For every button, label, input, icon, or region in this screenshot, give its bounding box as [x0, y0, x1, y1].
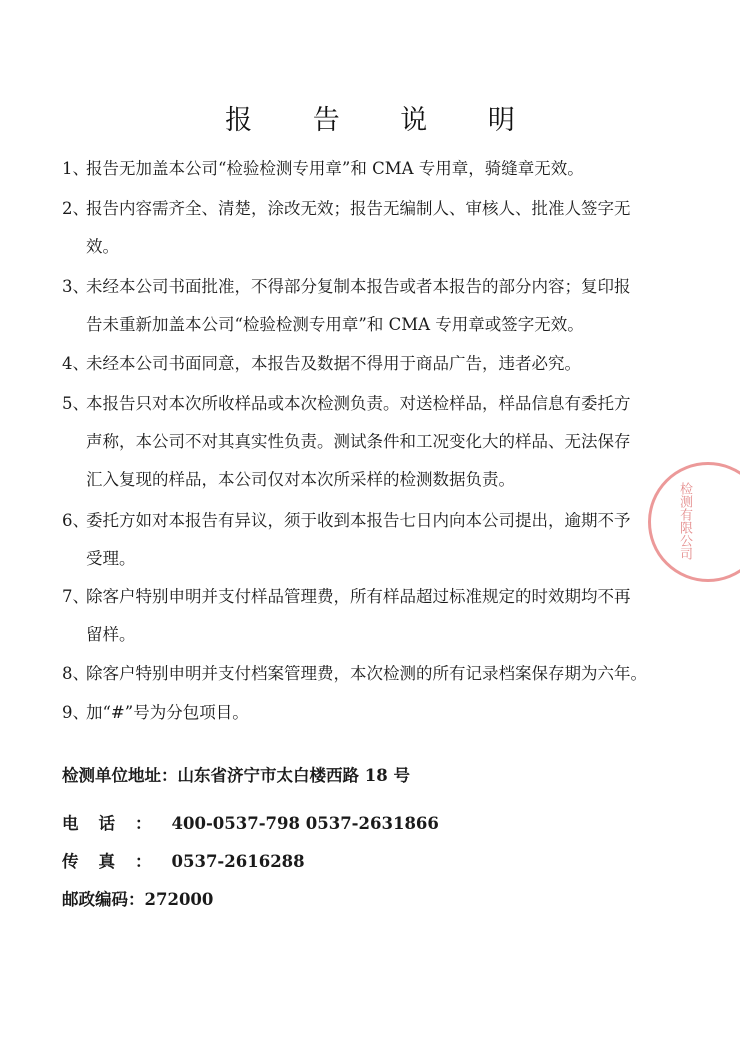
- list-item-3: [62, 268, 674, 344]
- item-number: 4、: [62, 354, 89, 373]
- phone-line: [62, 810, 439, 834]
- address-line: [62, 762, 410, 786]
- list-item-4: [62, 345, 674, 383]
- item-text: 加“#”号为分包项目。: [86, 703, 249, 722]
- postcode-label: 邮政编码：: [62, 890, 145, 909]
- item-text: 除客户特别申明并支付样品管理费，所有样品超过标准规定的时效期均不再: [86, 587, 631, 606]
- list-item-9: [62, 694, 674, 732]
- postcode-value: 272000: [144, 890, 214, 909]
- item-number: 9、: [62, 703, 89, 722]
- list-item-8: [62, 655, 674, 693]
- phone-label: 电话：: [62, 814, 172, 833]
- item-number: 1、: [62, 159, 89, 178]
- page-title: 报 告 说 明: [225, 105, 541, 136]
- item-text-continued: 效。: [86, 237, 119, 256]
- item-number: 3、: [62, 277, 89, 296]
- item-text-continued: 留样。: [86, 625, 136, 644]
- item-text-continued: 声称，本公司不对其真实性负责。测试条件和工况变化大的样品、无法保存: [86, 432, 631, 451]
- item-number: 7、: [62, 587, 89, 606]
- address-label: 检测单位地址：: [62, 766, 178, 785]
- fax-line: [62, 848, 305, 872]
- item-text-continued: 受理。: [86, 549, 136, 568]
- phone-value: 400-0537-798 0537-2631866: [171, 814, 439, 833]
- item-text: 报告无加盖本公司“检验检测专用章”和 CMA 专用章，骑缝章无效。: [86, 159, 584, 178]
- item-text: 本报告只对本次所收样品或本次检测负责。对送检样品，样品信息有委托方: [86, 394, 631, 413]
- list-item-2: [62, 190, 674, 266]
- item-number: 2、: [62, 199, 89, 218]
- fax-value: 0537-2616288: [171, 852, 305, 871]
- list-item-1: [62, 150, 674, 188]
- item-number: 8、: [62, 664, 89, 683]
- item-text: 未经本公司书面同意，本报告及数据不得用于商品广告，违者必究。: [86, 354, 581, 373]
- item-text: 委托方如对本报告有异议，须于收到本报告七日内向本公司提出，逾期不予: [86, 511, 631, 530]
- item-text: 除客户特别申明并支付档案管理费，本次检测的所有记录档案保存期为六年。: [86, 664, 647, 683]
- item-text-continued: 汇入复现的样品，本公司仅对本次所采样的检测数据负责。: [86, 470, 515, 489]
- list-item-5: [62, 385, 674, 499]
- item-text: 报告内容需齐全、清楚，涂改无效；报告无编制人、审核人、批准人签字无: [86, 199, 631, 218]
- address-value: 山东省济宁市太白楼西路 18 号: [177, 766, 410, 785]
- item-text-continued: 告未重新加盖本公司“检验检测专用章”和 CMA 专用章或签字无效。: [86, 315, 584, 334]
- list-item-6: [62, 502, 674, 578]
- item-number: 6、: [62, 511, 89, 530]
- seal-text: 检测有限公司: [677, 482, 692, 560]
- postcode-line: [62, 886, 213, 910]
- list-item-7: [62, 578, 674, 654]
- fax-label: 传真：: [62, 852, 172, 871]
- item-text: 未经本公司书面批准，不得部分复制本报告或者本报告的部分内容；复印报: [86, 277, 631, 296]
- item-number: 5、: [62, 394, 89, 413]
